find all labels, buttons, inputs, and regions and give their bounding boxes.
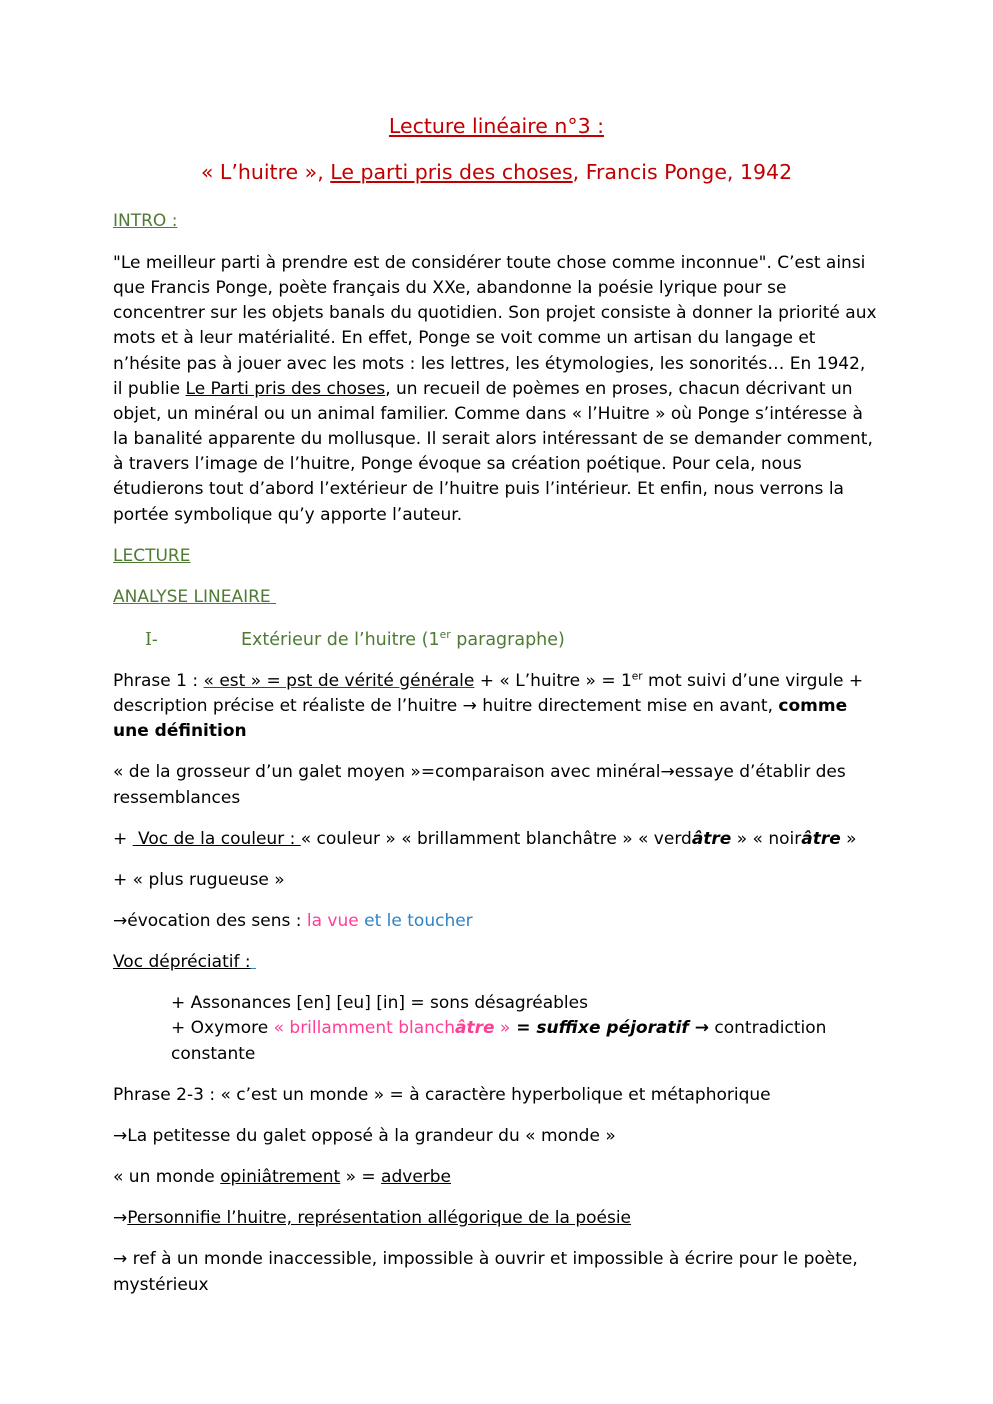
- heading-intro-label: INTRO :: [113, 211, 178, 232]
- intro-paragraph: [113, 251, 880, 528]
- heading-part-one-title-pre: Extérieur de l’huitre (1: [241, 629, 440, 650]
- document-title: [113, 112, 880, 142]
- opiniatre-underlined-adverbe: adverbe: [381, 1167, 452, 1188]
- voc-depreciatif-trailing-underline: [251, 952, 256, 972]
- sens-le-toucher: et le toucher: [358, 911, 473, 931]
- voc-couleur-plus: +: [113, 828, 133, 849]
- heading-lecture-label: LECTURE: [113, 545, 191, 566]
- phrase-1-after: mot suivi d’une virgule + description précise et réaliste de l’huitre → huitre directement mise en avant,: [113, 670, 864, 717]
- note-personnification: [113, 1206, 880, 1231]
- document-title-text: Lecture linéaire n°3 :: [388, 114, 605, 138]
- subtitle-work-title: Le parti pris des choses: [330, 159, 573, 184]
- voc-couleur-quote-1: « couleur » « brillamment blanchâtre » « verd: [300, 828, 692, 849]
- document-subtitle: [113, 158, 880, 188]
- note-vocabulaire-depreciatif: [113, 950, 880, 975]
- oxymore-after: contradiction constante: [171, 1018, 827, 1064]
- note-plus-rugueuse: + « plus rugueuse »: [113, 869, 285, 890]
- note-phrase-2-3: Phrase 2-3 : « c’est un monde » = à caractère hyperbolique et métaphorique: [113, 1084, 771, 1105]
- heading-part-one-title-post: paragraphe): [450, 629, 565, 650]
- oxymore-quote-post: »: [494, 1018, 511, 1039]
- heading-part-one-ordinal-sup: er: [439, 627, 451, 641]
- note-monde-inaccessible: → ref à un monde inaccessible, impossible à ouvrir et impossible à écrire pour le poète, mystérieux: [113, 1249, 858, 1295]
- intro-text-part1: "Le meilleur parti à prendre est de considérer toute chose comme inconnue". C’est ainsi que Francis Ponge, poète français du XXe, abandonne la poésie lyrique pour se concentrer sur les objets banals du quotidien. Son projet consiste à donner la priorité aux mots et à leur matérialité. En effet, Ponge se voit comme un artisan du langage et n’hésite pas à jouer avec les mots : les lettres, les étymologies, les sonorités… En 1942, il publie: [113, 252, 877, 399]
- voc-depreciatif-label: Voc dépréciatif :: [113, 952, 251, 973]
- heading-lecture: [113, 544, 880, 570]
- note-opiniatrement: [113, 1165, 880, 1190]
- phrase-1-bold-emphasis: comme une définition: [113, 696, 848, 742]
- oxymore-bold-emphasis: = suffixe péjoratif →: [510, 1018, 709, 1039]
- intro-work-title: Le Parti pris des choses: [185, 378, 386, 399]
- voc-couleur-suffix-2: âtre: [801, 828, 841, 849]
- voc-couleur-suffix-1: âtre: [691, 828, 732, 849]
- heading-part-one-title: [241, 627, 565, 653]
- opiniatre-prefix: « un monde: [113, 1167, 221, 1188]
- note-vocabulaire-couleur: [113, 827, 880, 852]
- phrase-1-middle: + « L’huitre » = 1: [474, 670, 632, 691]
- phrase-1-label: Phrase 1 :: [113, 670, 204, 691]
- personnifie-underlined-text: Personnifie l’huitre, représentation allégorique de la poésie: [127, 1208, 632, 1229]
- sens-prefix: →évocation des sens :: [113, 911, 307, 931]
- oxymore-prefix: + Oxymore: [171, 1018, 274, 1039]
- sens-la-vue: la vue: [306, 911, 359, 931]
- intro-text-part2: , un recueil de poèmes en proses, chacun décrivant un objet, un minéral ou un animal familier. Comme dans « l’Huitre » où Ponge s’intéresse à la banalité apparente du mollusque. Il serait alors intéressant de se demander comment, à travers l’image de l’huitre, Ponge évoque sa création poétique. Pour cela, nous étudierons tout d’abord l’extérieur de l’huitre puis l’intérieur. Et enfin, nous verrons la portée symbolique qu’y apporte l’auteur.: [113, 378, 873, 525]
- note-grosseur-galet: « de la grosseur d’un galet moyen »=comparaison avec minéral→essaye d’établir des ressemblances: [113, 762, 846, 808]
- heading-part-one-numeral: I-: [145, 629, 158, 650]
- voc-couleur-label: Voc de la couleur :: [132, 828, 301, 849]
- heading-part-one: [113, 627, 880, 653]
- subtitle-prefix: « L’huitre »,: [200, 159, 331, 184]
- oxymore-quote-pre: « brillamment blanch: [273, 1018, 456, 1039]
- heading-intro: [113, 209, 880, 235]
- note-phrase-1: [113, 669, 880, 744]
- voc-couleur-quote-3: »: [840, 828, 857, 849]
- oxymore-quote-suffix: âtre: [455, 1018, 495, 1039]
- note-assonances-oxymore: [113, 991, 880, 1066]
- phrase-1-ordinal-sup: er: [631, 670, 643, 683]
- voc-couleur-quote-2: » « noir: [731, 828, 802, 849]
- opiniatre-middle: » =: [340, 1167, 382, 1188]
- heading-analyse-lineaire-label: ANALYSE LINEAIRE: [113, 587, 277, 608]
- assonances-line: + Assonances [en] [eu] [in] = sons désagréables: [171, 993, 588, 1014]
- note-evocation-des-sens: [113, 909, 880, 934]
- note-petitesse-galet: →La petitesse du galet opposé à la grandeur du « monde »: [113, 1125, 616, 1146]
- heading-analyse-lineaire: [113, 585, 880, 611]
- opiniatre-underlined-word: opiniâtrement: [220, 1167, 341, 1188]
- subtitle-suffix: , Francis Ponge, 1942: [572, 159, 793, 184]
- phrase-1-red-underlined: « est » = pst de vérité générale: [203, 670, 475, 691]
- personnifie-arrow: →: [113, 1208, 128, 1229]
